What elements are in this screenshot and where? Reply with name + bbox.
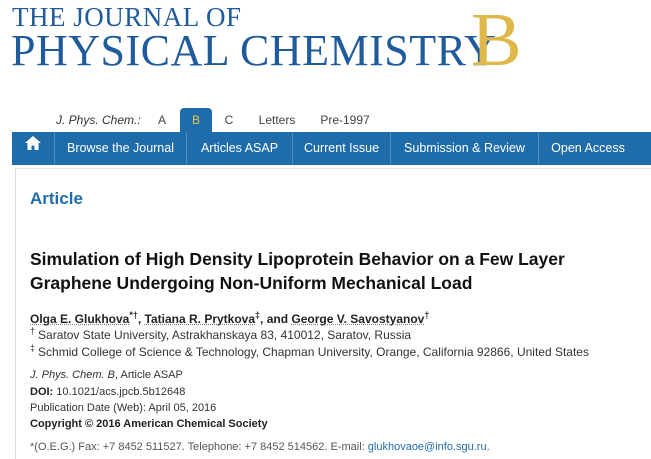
tab-pre-1997[interactable]: Pre-1997 xyxy=(320,113,370,127)
masthead-journal-letter: B xyxy=(471,0,522,82)
article-title xyxy=(30,247,645,295)
nav-current-issue[interactable]: Current Issue xyxy=(292,132,390,165)
author-separator: , xyxy=(137,312,145,326)
nav-submission-review[interactable]: Submission & Review xyxy=(390,132,538,165)
tab-letters[interactable]: Letters xyxy=(258,113,296,127)
contact-suffix: . xyxy=(486,441,490,453)
publication-date: Publication Date (Web): April 05, 2016 xyxy=(30,402,217,414)
nav-articles-asap[interactable]: Articles ASAP xyxy=(186,132,292,165)
article-title-line-2: Graphene Undergoing Non-Uniform Mechanical Load xyxy=(30,273,473,293)
journal-tabs-label: J. Phys. Chem.: xyxy=(56,113,141,127)
main-navigation xyxy=(12,132,651,165)
home-icon xyxy=(24,131,42,164)
contact-email-link[interactable]: glukhovaoe@info.sgu.ru xyxy=(367,441,487,453)
doi-line xyxy=(30,386,185,398)
article-title-line-1: Simulation of High Density Lipoprotein Behavior on a Few Layer xyxy=(30,249,565,269)
copyright-text: Copyright © 2016 American Chemical Society xyxy=(30,418,268,430)
contact-text: *(O.E.G.) Fax: +7 8452 511527. Telephone: +7 8452 514562. E-mail: xyxy=(30,441,365,453)
citation-line xyxy=(30,369,183,381)
citation-status: , Article ASAP xyxy=(114,369,183,381)
author-link[interactable]: George V. Savostyanov xyxy=(291,312,425,326)
author-affiliation-mark: † xyxy=(424,310,430,320)
doi-value[interactable]: 10.1021/acs.jpcb.5b12648 xyxy=(56,386,186,398)
author-affiliation-mark: *† xyxy=(129,310,138,320)
author-link[interactable]: Tatiana R. Prytkova xyxy=(144,312,256,326)
affiliation-chapman xyxy=(30,343,589,359)
affiliation-text: Saratov State University, Astrakhanskaya 83, 410012, Saratov, Russia xyxy=(38,328,412,342)
affiliation-mark: ‡ xyxy=(30,343,36,353)
tab-c[interactable]: C xyxy=(224,113,234,127)
doi-label: DOI: xyxy=(30,386,54,398)
author-link[interactable]: Olga E. Glukhova xyxy=(30,312,130,326)
contact-info xyxy=(30,441,490,453)
affiliation-saratov xyxy=(30,326,411,342)
journal-tabs xyxy=(0,108,651,132)
author-separator: , and xyxy=(260,312,292,326)
masthead-line-2: PHYSICAL CHEMISTRY xyxy=(11,26,497,75)
home-button[interactable] xyxy=(12,132,54,165)
article-type-label: Article xyxy=(30,189,83,208)
author-list xyxy=(30,310,429,326)
affiliation-mark: † xyxy=(30,326,36,336)
tab-b[interactable]: B xyxy=(180,108,212,132)
citation-journal: J. Phys. Chem. B xyxy=(30,369,115,381)
masthead-line-1: THE JOURNAL OF xyxy=(12,2,242,32)
tab-a[interactable]: A xyxy=(157,113,166,127)
author-affiliation-mark: ‡ xyxy=(255,310,261,320)
nav-open-access[interactable]: Open Access xyxy=(538,132,637,165)
copyright-line xyxy=(30,418,268,430)
affiliation-text: Schmid College of Science & Technology, Chapman University, Orange, California 92866, United States xyxy=(38,345,589,359)
nav-browse-the-journal[interactable]: Browse the Journal xyxy=(54,132,186,165)
journal-masthead[interactable] xyxy=(0,0,651,100)
